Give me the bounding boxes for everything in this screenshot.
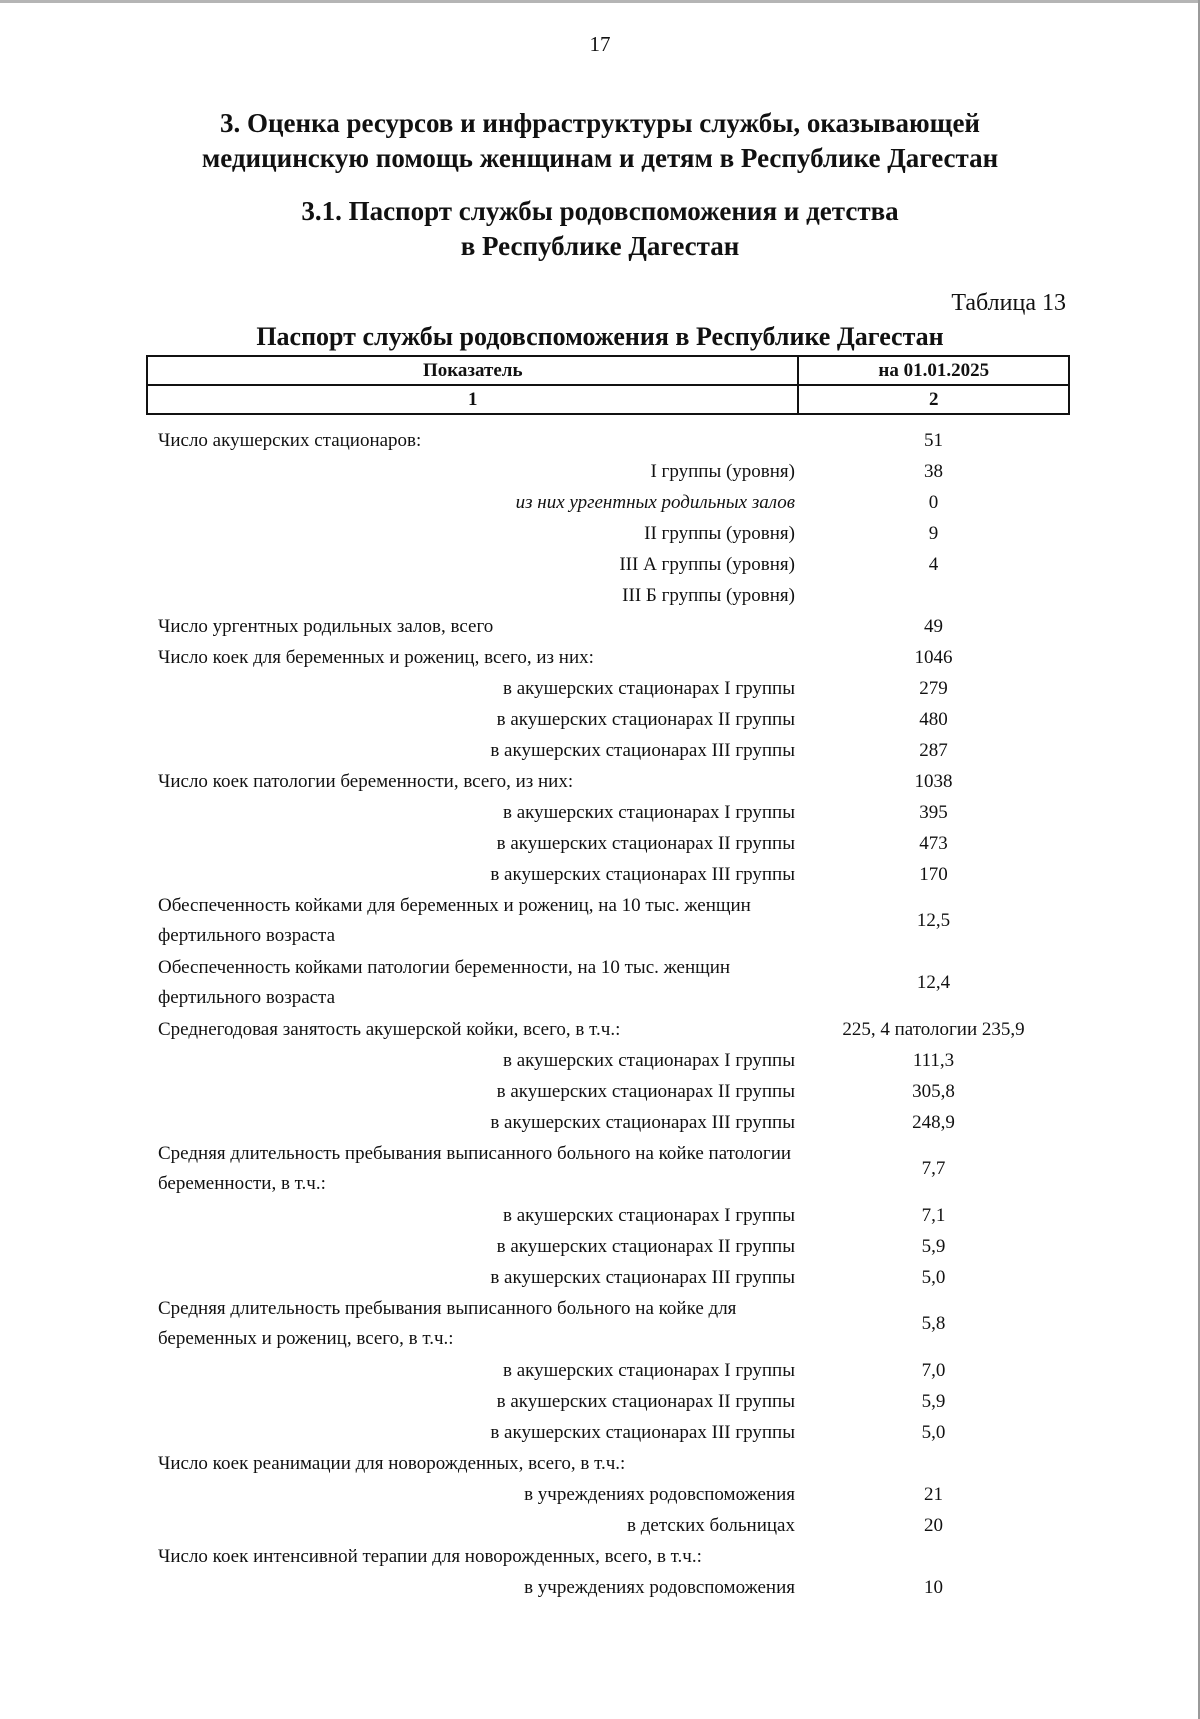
page-number: 17 [589,32,611,56]
row-value: 5,0 [921,1421,946,1443]
column-header-date: на 01.01.2025 [798,356,1069,385]
row-label: I группы (уровня) [650,460,795,482]
table-row [146,580,1070,611]
row-value: 12,4 [916,972,951,993]
row-label: в учреждениях родовспоможения [524,1483,795,1505]
row-value: 9 [928,522,939,544]
row-label: из них ургентных родильных залов [515,491,795,513]
row-value: 7,7 [921,1158,946,1179]
row-label: Обеспеченность койками для беременных и рожениц, на 10 тыс. женщин фертильного возраста [158,895,751,946]
row-value: 248,9 [912,1111,955,1133]
table-row [146,1479,1070,1510]
table-row [146,673,1070,704]
table-header-numbering-row [147,385,1069,414]
table-row [146,1231,1070,1262]
table-row [146,1417,1070,1448]
row-value: 480 [919,708,948,730]
table-row [146,828,1070,859]
table-row [146,456,1070,487]
table-row [146,1138,1070,1200]
section-heading-line: медицинскую помощь женщинам и детям в Республике Дагестан [201,143,999,173]
row-label: II группы (уровня) [644,522,795,544]
section-heading-line: 3. Оценка ресурсов и инфраструктуры службы, оказывающей [220,108,980,138]
column-number-1: 1 [147,385,798,414]
table-row [146,1014,1070,1045]
table-row [146,1293,1070,1355]
row-label: в акушерских стационарах I группы [502,1204,795,1226]
table-row [146,1448,1070,1479]
table-header [146,355,1070,415]
row-label: в акушерских стационарах I группы [502,677,795,699]
table-row [146,1355,1070,1386]
column-header-indicator: Показатель [147,356,798,385]
row-value: 1046 [914,646,953,668]
row-label: в акушерских стационарах II группы [496,1235,795,1257]
table-row [146,766,1070,797]
subsection-heading-line: 3.1. Паспорт службы родовспоможения и детства [301,196,899,226]
row-value: 12,5 [916,910,951,931]
table-row [146,952,1070,1014]
row-label: в учреждениях родовспоможения [524,1576,795,1598]
table-row [146,735,1070,766]
row-label: III Б группы (уровня) [622,584,795,606]
table-row [146,890,1070,952]
row-label: в акушерских стационарах II группы [496,832,795,854]
row-label: в акушерских стационарах III группы [490,1421,795,1443]
row-label: Число коек реанимации для новорожденных, всего, в т.ч.: [158,1452,626,1474]
row-value: 20 [924,1514,943,1536]
row-value: 5,0 [921,1266,946,1288]
row-label: Число акушерских стационаров: [158,429,422,451]
row-label: Обеспеченность койками патологии беременности, на 10 тыс. женщин фертильного возраста [158,957,731,1008]
row-value: 395 [919,801,948,823]
row-label: Среднегодовая занятость акушерской койки, всего, в т.ч.: [158,1018,621,1040]
row-value: 49 [924,615,943,637]
row-label: Число коек для беременных и рожениц, всего, из них: [158,646,594,668]
row-value: 225, 4 патологии 235,9 [842,1018,1025,1040]
row-label: в детских больницах [627,1514,795,1536]
table-row [146,642,1070,673]
row-label: в акушерских стационарах I группы [502,1359,795,1381]
table-body [146,425,1070,1603]
row-value: 305,8 [912,1080,955,1102]
table-row [146,549,1070,580]
row-label: Средняя длительность пребывания выписанного больного на койке патологии беременности, в т.ч.: [158,1143,792,1194]
subsection-heading [120,194,1080,264]
row-label: в акушерских стационарах I группы [502,1049,795,1071]
row-label: III А группы (уровня) [619,553,795,575]
row-value: 5,8 [921,1313,946,1334]
table-row [146,797,1070,828]
column-number-2: 2 [798,385,1069,414]
table-row [146,487,1070,518]
row-label: в акушерских стационарах II группы [496,708,795,730]
table-row [146,1045,1070,1076]
row-value: 51 [924,429,943,451]
table-row [146,1107,1070,1138]
table-row [146,1510,1070,1541]
row-label: в акушерских стационарах I группы [502,801,795,823]
row-value: 0 [928,491,939,513]
row-value: 111,3 [912,1049,955,1071]
table-row [146,425,1070,456]
row-label: Средняя длительность пребывания выписанного больного на койке для беременных и рожениц, всего, в т.ч.: [158,1298,737,1349]
row-value: 38 [924,460,943,482]
row-value: 4 [928,553,939,575]
row-value: 21 [924,1483,943,1505]
row-value: 7,1 [921,1204,946,1226]
table-row [146,704,1070,735]
table-header-row [147,356,1069,385]
table-number: Таблица 13 [951,290,1066,316]
table-row [146,1076,1070,1107]
row-label: в акушерских стационарах III группы [490,739,795,761]
row-label: Число коек интенсивной терапии для новорожденных, всего, в т.ч.: [158,1545,702,1567]
table-row [146,859,1070,890]
row-label: в акушерских стационарах II группы [496,1390,795,1412]
table-row [146,1572,1070,1603]
table-title: Паспорт службы родовспоможения в Республике Дагестан [256,322,944,351]
row-value: 7,0 [921,1359,946,1381]
row-label: Число ургентных родильных залов, всего [158,615,494,637]
row-value: 5,9 [921,1235,946,1257]
table-row [146,1262,1070,1293]
row-value: 170 [919,863,948,885]
table-row [146,1386,1070,1417]
row-value: 5,9 [921,1390,946,1412]
row-value: 10 [924,1576,943,1598]
section-heading [120,106,1080,176]
table-row [146,1200,1070,1231]
row-label: в акушерских стационарах II группы [496,1080,795,1102]
row-label: Число коек патологии беременности, всего, из них: [158,770,574,792]
row-value: 1038 [914,770,953,792]
table-row [146,611,1070,642]
row-label: в акушерских стационарах III группы [490,1266,795,1288]
subsection-heading-line: в Республике Дагестан [460,231,740,261]
row-label: в акушерских стационарах III группы [490,1111,795,1133]
row-value: 279 [919,677,948,699]
scan-border-top [0,0,1200,3]
row-value: 287 [919,739,948,761]
table-row [146,1541,1070,1572]
row-value: 473 [919,832,948,854]
table-row [146,518,1070,549]
row-label: в акушерских стационарах III группы [490,863,795,885]
